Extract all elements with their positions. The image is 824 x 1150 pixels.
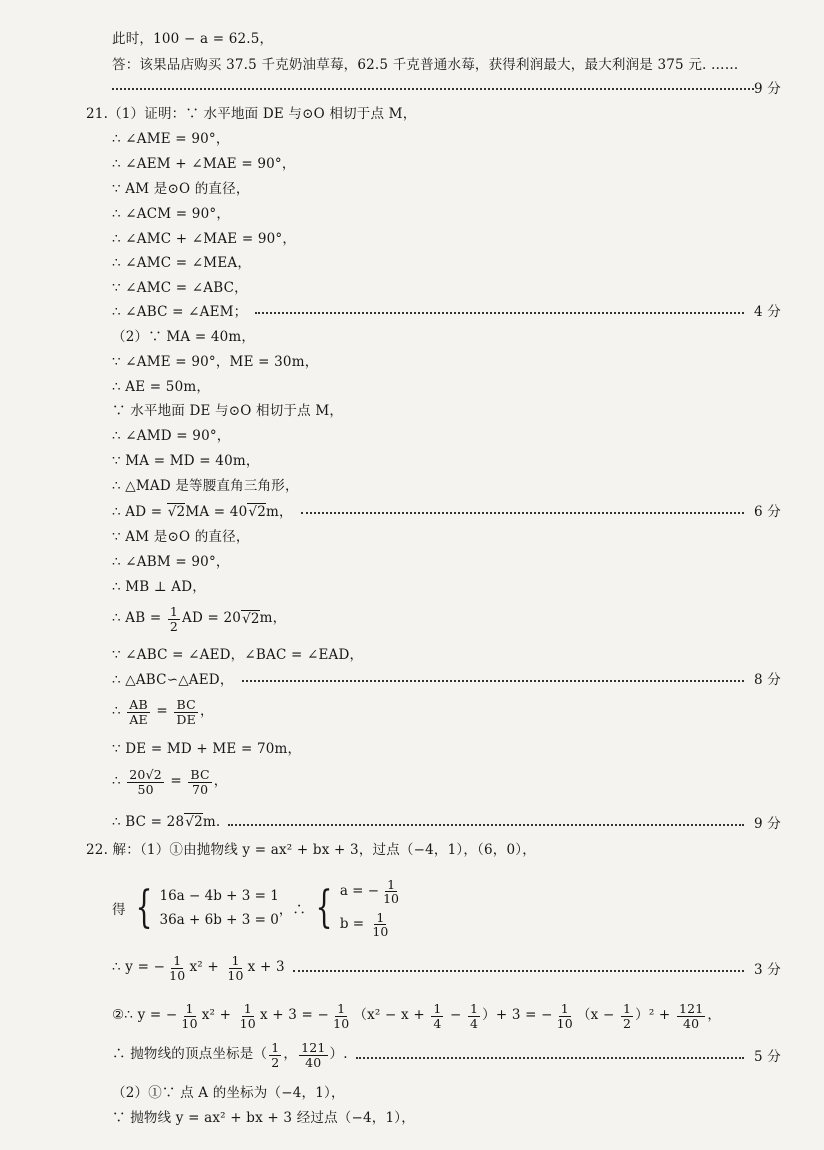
question-22-heading: 22. 解：（1）①由抛物线 y = ax² + bx + 3，过点（−4，1），（6，0），: [86, 842, 536, 858]
text-line: ∴ △ABC∽△AED， 8 分: [0, 663, 824, 693]
text-line: ∴ MB ⊥ AD，: [112, 579, 206, 595]
text-line: ∵ DE = MD + ME = 70m，: [112, 741, 302, 757]
text-line: ∴ ∠AEM + ∠MAE = 90°，: [112, 156, 296, 172]
text-line: ∴ ∠ACM = 90°，: [112, 206, 231, 222]
fraction: $\frac{1}{10}$: [333, 1001, 350, 1031]
text-line: ∵ 水平地面 DE 与⊙O 相切于点 M，: [112, 403, 344, 419]
text-line: ∴ $\frac{20√2}{50}$ = $\frac{BC}{70}$ ，: [112, 767, 228, 797]
fraction: $\frac{121}{40}$: [678, 1001, 704, 1031]
text-line: ∴ y = − $\frac{1}{10}$ x² + $\frac{1}{10}$ x + 3 3 分: [0, 946, 824, 990]
score-mark: 3 分: [754, 962, 781, 978]
score-mark: 4 分: [754, 304, 781, 320]
fraction: $\frac{121}{40}$: [301, 1040, 326, 1070]
dot-leader: [301, 512, 744, 514]
text-line: ∵ 抛物线 y = ax² + bx + 3 经过点（−4，1），: [112, 1110, 415, 1126]
text-line: ∵ MA = MD = 40m，: [112, 453, 260, 469]
fraction: $\frac{1}{10}$: [556, 1001, 573, 1031]
brace-symbol: {: [315, 882, 333, 933]
score-mark: 5 分: [754, 1049, 781, 1065]
text-line: ∵ AM 是⊙O 的直径，: [112, 181, 250, 197]
text-line: ∵ AM 是⊙O 的直径，: [112, 529, 250, 545]
fraction: $\frac{BC}{DE}$: [176, 697, 196, 727]
text-line: ∵ ∠AMC = ∠ABC，: [112, 280, 248, 296]
fraction: $\frac{1}{10}$: [227, 953, 244, 983]
text-line: ∴ AE = 50m，: [112, 379, 211, 395]
text-line: ∴ $\frac{AB}{AE}$ = $\frac{BC}{DE}$ ，: [112, 697, 214, 727]
fraction: $\frac{1}{10}$: [383, 876, 399, 906]
text-line: ∴ ∠AMC = ∠MEA，: [112, 255, 252, 271]
fraction: $\frac{1}{4}$: [433, 1001, 442, 1031]
text-line: ∴ ∠AMD = 90°，: [112, 428, 231, 444]
text-line: ∵ ∠AME = 90°，ME = 30m，: [112, 354, 319, 370]
text-line: ∴ AD = √2MA = 40√2m， 6 分: [0, 495, 824, 525]
score-mark: 6 分: [754, 504, 781, 520]
text-line: ②∴ y = − $\frac{1}{10}$ x² + $\frac{1}{10}$ x + 3 = − $\frac{1}{10}$ （x² − x + $\frac{1}{4}$ − $\frac{1}{4}$ ）+ 3 = − $\frac{1}{10}$ （x − $\frac{1}{2}$ ）² + $\frac{121}{40}$ ，: [112, 1001, 722, 1031]
text-line: （2）∵ MA = 40m，: [112, 329, 256, 345]
equation-system: 得 { 16a − 4b + 3 = 1 36a + 6b + 3 = 0 ，∴ { a = − $\frac{1}{10}$ b = $\frac{1}{10}$: [112, 876, 399, 940]
fraction: $\frac{1}{2}$: [622, 1001, 632, 1031]
dot-leader: [356, 1057, 744, 1059]
score-mark: 8 分: [754, 672, 781, 688]
fraction: $\frac{1}{2}$: [271, 1040, 280, 1070]
text-line: ∴ ∠ABC = ∠AEM； 4 分: [0, 295, 824, 325]
dot-leader: [228, 824, 744, 826]
text-line: ∴ ∠ABM = 90°，: [112, 554, 230, 570]
dot-leader: [293, 970, 744, 972]
text-line: 此时，100 − a = 62.5，: [112, 31, 274, 47]
fraction: $\frac{AB}{AE}$: [129, 697, 148, 727]
text-line: ∴ 抛物线的顶点坐标是（ $\frac{1}{2}$ ， $\frac{121}{40}$ ）. 5 分: [0, 1033, 824, 1077]
fraction: $\frac{1}{10}$: [181, 1001, 198, 1031]
score-mark: 9 分: [754, 816, 781, 832]
fraction: $\frac{BC}{70}$: [190, 767, 210, 797]
question-21-heading: 21.（1）证明：∵ 水平地面 DE 与⊙O 相切于点 M，: [86, 106, 417, 122]
fraction: $\frac{1}{10}$: [169, 953, 186, 983]
fraction: $\frac{1}{10}$: [372, 910, 389, 940]
brace-symbol: {: [135, 882, 152, 933]
fraction: $\frac{1}{10}$: [239, 1001, 256, 1031]
text-line: ∴ ∠AME = 90°，: [112, 131, 230, 147]
text-line: ∴ AB = $\frac{1}{2}$ AD = 20√2m，: [112, 604, 287, 634]
dot-leader: [255, 312, 744, 314]
text-line: （2）①∵ 点 A 的坐标为（−4，1），: [112, 1085, 345, 1101]
dot-leader: [242, 680, 744, 682]
text-line: ∴ △MAD 是等腰直角三角形，: [112, 478, 299, 494]
text-line: 答：该果品店购买 37.5 千克奶油草莓，62.5 千克普通水莓，获得利润最大，最大利润是 375 元. ……: [112, 57, 739, 73]
fraction: $\frac{1}{4}$: [469, 1001, 479, 1031]
text-line: ∴ ∠AMC + ∠MAE = 90°，: [112, 231, 297, 247]
fraction: $\frac{1}{2}$: [169, 604, 179, 634]
score-mark: 9 分: [754, 81, 781, 97]
text-line: ∴ BC = 28√2m. 9 分: [0, 807, 824, 837]
fraction: $\frac{20√2}{50}$: [129, 767, 162, 797]
text-line: ∵ ∠ABC = ∠AED，∠BAC = ∠EAD，: [112, 647, 364, 663]
